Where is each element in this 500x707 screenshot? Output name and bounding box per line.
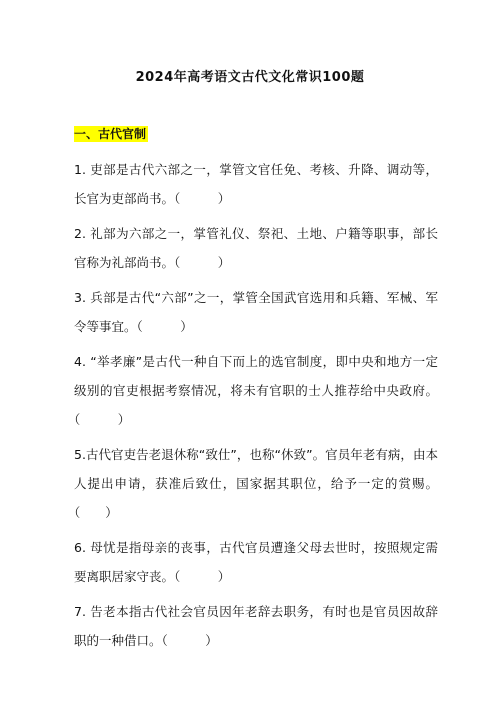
question-item: [74, 347, 438, 434]
answer-blank: （ ）: [174, 191, 231, 206]
answer-blank: （ ）: [74, 412, 131, 427]
question-item: [74, 155, 438, 213]
section-heading: 一、古代官制: [74, 127, 147, 141]
question-text: 6. 母忧是指母亲的丧事，古代官员遭逢父母去世时，按照规定需要离职居家守丧。: [74, 540, 438, 584]
question-text: 1. 吏部是古代六部之一，掌管文官任免、考核、升降、调动等，长官为吏部尚书。: [74, 162, 438, 206]
answer-blank: （ ）: [74, 505, 118, 520]
question-list: [74, 155, 438, 661]
answer-blank: （ ）: [136, 319, 193, 334]
question-item: [74, 533, 438, 591]
question-item: [74, 597, 438, 655]
question-item: [74, 283, 438, 341]
question-item: [74, 440, 438, 527]
question-text: 7. 告老本指古代社会官员因年老辞去职务，有时也是官员因故辞职的一种借口。: [74, 604, 438, 648]
page-title: 2024年高考语文古代文化常识100题: [135, 70, 365, 85]
answer-blank: （ ）: [174, 255, 231, 270]
question-item: [74, 219, 438, 277]
question-text: 3. 兵部是古代“六部”之一，掌管全国武官选用和兵籍、军械、军令等事宜。: [74, 290, 438, 334]
answer-blank: （ ）: [161, 633, 218, 648]
question-text: 2. 礼部为六部之一，掌管礼仪、祭祀、土地、户籍等职事，部长官称为礼部尚书。: [74, 226, 438, 270]
question-text: 5.古代官吏告老退休称“致仕”，也称“休致”。官员年老有病，由本人提出申请，获准后致仕，国家据其职位，给予一定的赏赐。: [74, 447, 438, 491]
answer-blank: （ ）: [174, 569, 231, 584]
question-text: 4. “举孝廉”是古代一种自下而上的选官制度，即中央和地方一定级别的官吏根据考察情况，将未有官职的士人推荐给中央政府。: [74, 354, 438, 398]
